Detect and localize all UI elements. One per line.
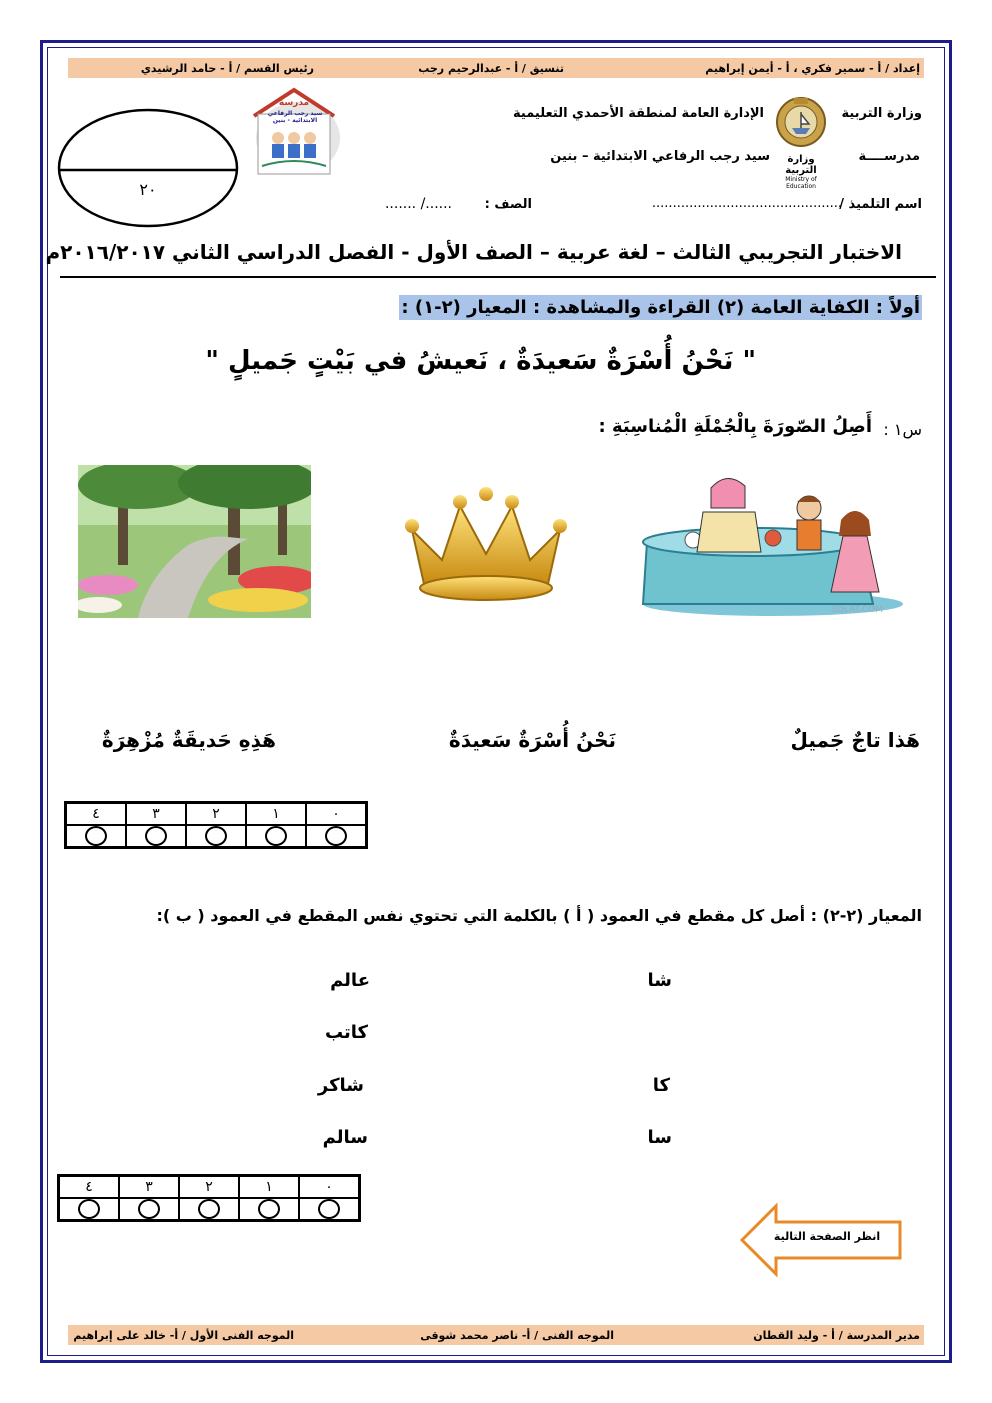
column-b-item-4: سالم	[322, 1127, 368, 1148]
column-a-item-2: كا	[652, 1075, 670, 1096]
class-label: الصف :	[484, 197, 532, 212]
sentence-crown: هَذا تاجٌ جَميلٌ	[790, 728, 920, 752]
directorate-name: الإدارة العامة لمنطقة الأحمدي التعليمية	[513, 106, 764, 121]
dept-head: رئيس القسم / أ - حامد الرشيدي	[140, 61, 314, 75]
exam-title: الاختبار التجريبي الثالث – لغة عربية – الصف الأول - الفصل الدراسي الثاني ٢٠١٦/٢٠١٧م	[45, 240, 902, 264]
ministry-emblem-icon	[772, 92, 830, 150]
student-name-field[interactable]: ..............................................	[651, 196, 842, 211]
score-label: ٤	[59, 1176, 120, 1199]
score-circle-3[interactable]	[138, 1199, 160, 1219]
next-page-arrow[interactable]	[738, 1202, 904, 1278]
column-a-item-3: سا	[647, 1127, 672, 1148]
school-logo-text-1: مدرسة	[278, 98, 310, 108]
score-circle-4[interactable]	[85, 826, 107, 846]
grade-oval-shape	[57, 108, 239, 228]
sentence-family: نَحْنُ أُسْرَةٌ سَعيدَةٌ	[448, 728, 616, 752]
score-circle-1[interactable]	[258, 1199, 280, 1219]
park-garden-picture	[78, 465, 311, 618]
family-dining-picture	[633, 472, 919, 618]
score-circle-0[interactable]	[318, 1199, 340, 1219]
column-b-item-2: كاتب	[324, 1022, 368, 1043]
score-table-2	[57, 1174, 361, 1222]
golden-crown-picture	[402, 480, 570, 612]
score-label: ٣	[119, 1176, 179, 1199]
grade-total: ٢٠	[139, 180, 157, 199]
score-label: ١	[239, 1176, 299, 1199]
score-label: ٢	[179, 1176, 239, 1199]
crown-icon	[402, 480, 570, 612]
school-logo-text-2: سيد رجب الرفاعي الابتدائية - بنين	[267, 110, 323, 124]
score-circle-4[interactable]	[78, 1199, 100, 1219]
score-circle-2[interactable]	[205, 826, 227, 846]
sentence-garden: هَذِهِ حَديقَةٌ مُزْهِرَةٌ	[101, 728, 276, 752]
section1-heading: أولاً : الكفاية العامة (٢) القراءة والمشاهدة : المعيار (٢-١) :	[401, 297, 920, 318]
score-label: ٢	[186, 803, 246, 826]
ministry-logo	[772, 92, 830, 190]
first-supervisor: الموجه الفنى الأول / أ- خالد على إبراهيم	[73, 1328, 294, 1342]
question1-label: س١ :	[883, 420, 922, 439]
ministry-name: وزارة التربية	[841, 106, 922, 121]
grade-oval	[57, 108, 239, 228]
score-label: ١	[246, 803, 306, 826]
prepared-by: إعداد / أ - سمير فكري ، أ - أيمن إبراهيم	[705, 61, 920, 75]
logo-ministry-ar: وزارة التربية	[785, 154, 817, 176]
school-logo	[248, 86, 340, 178]
score-circle-1[interactable]	[265, 826, 287, 846]
school-name: سيد رجب الرفاعي الابتدائية – بنين	[550, 149, 770, 164]
column-a-item-1: شا	[647, 970, 672, 991]
supervisor: الموجه الفنى / أ- ناصر محمد شوقى	[420, 1328, 614, 1342]
score-circle-3[interactable]	[145, 826, 167, 846]
park-illustration	[78, 465, 311, 618]
score-label: ٠	[299, 1176, 360, 1199]
column-b-item-3: شاكر	[317, 1075, 364, 1096]
score-circle-2[interactable]	[198, 1199, 220, 1219]
score-label: ٠	[306, 803, 367, 826]
next-page-label: انظر الصفحة التالية	[773, 1230, 881, 1243]
image-watermark: 3DLAT.COM	[831, 605, 883, 615]
reading-sentence: " نَحْنُ أُسْرَةٌ سَعيدَةٌ ، نَعيشُ في بَيْتٍ جَميلٍ "	[205, 346, 756, 376]
logo-ministry-en: Ministry of Education	[785, 176, 817, 190]
score-label: ٣	[126, 803, 186, 826]
score-table-1	[64, 801, 368, 849]
score-label: ٤	[66, 803, 127, 826]
principal: مدير المدرسة / أ - وليد القطان	[753, 1328, 920, 1342]
coordination: تنسيق / أ - عبدالرحيم رجب	[418, 61, 564, 75]
column-b-item-1: عالم	[330, 970, 370, 991]
school-label: مدرســــة	[858, 149, 920, 164]
title-divider	[60, 276, 936, 278]
section2-heading: المعيار (٢-٢) : أصل كل مقطع في العمود ( أ ) بالكلمة التي تحتوي نفس المقطع في العمود ( ب ):	[156, 906, 922, 925]
family-dining-illustration	[633, 472, 919, 618]
score-circle-0[interactable]	[325, 826, 347, 846]
student-name-label: اسم التلميذ /	[839, 197, 922, 212]
question1-text: أَصِلُ الصّورَةَ بِالْجُمْلَةِ الْمُناسِبَةِ :	[598, 416, 872, 437]
header-band	[68, 58, 924, 78]
class-field[interactable]: ....../ .......	[384, 196, 452, 212]
footer-band	[68, 1325, 924, 1345]
